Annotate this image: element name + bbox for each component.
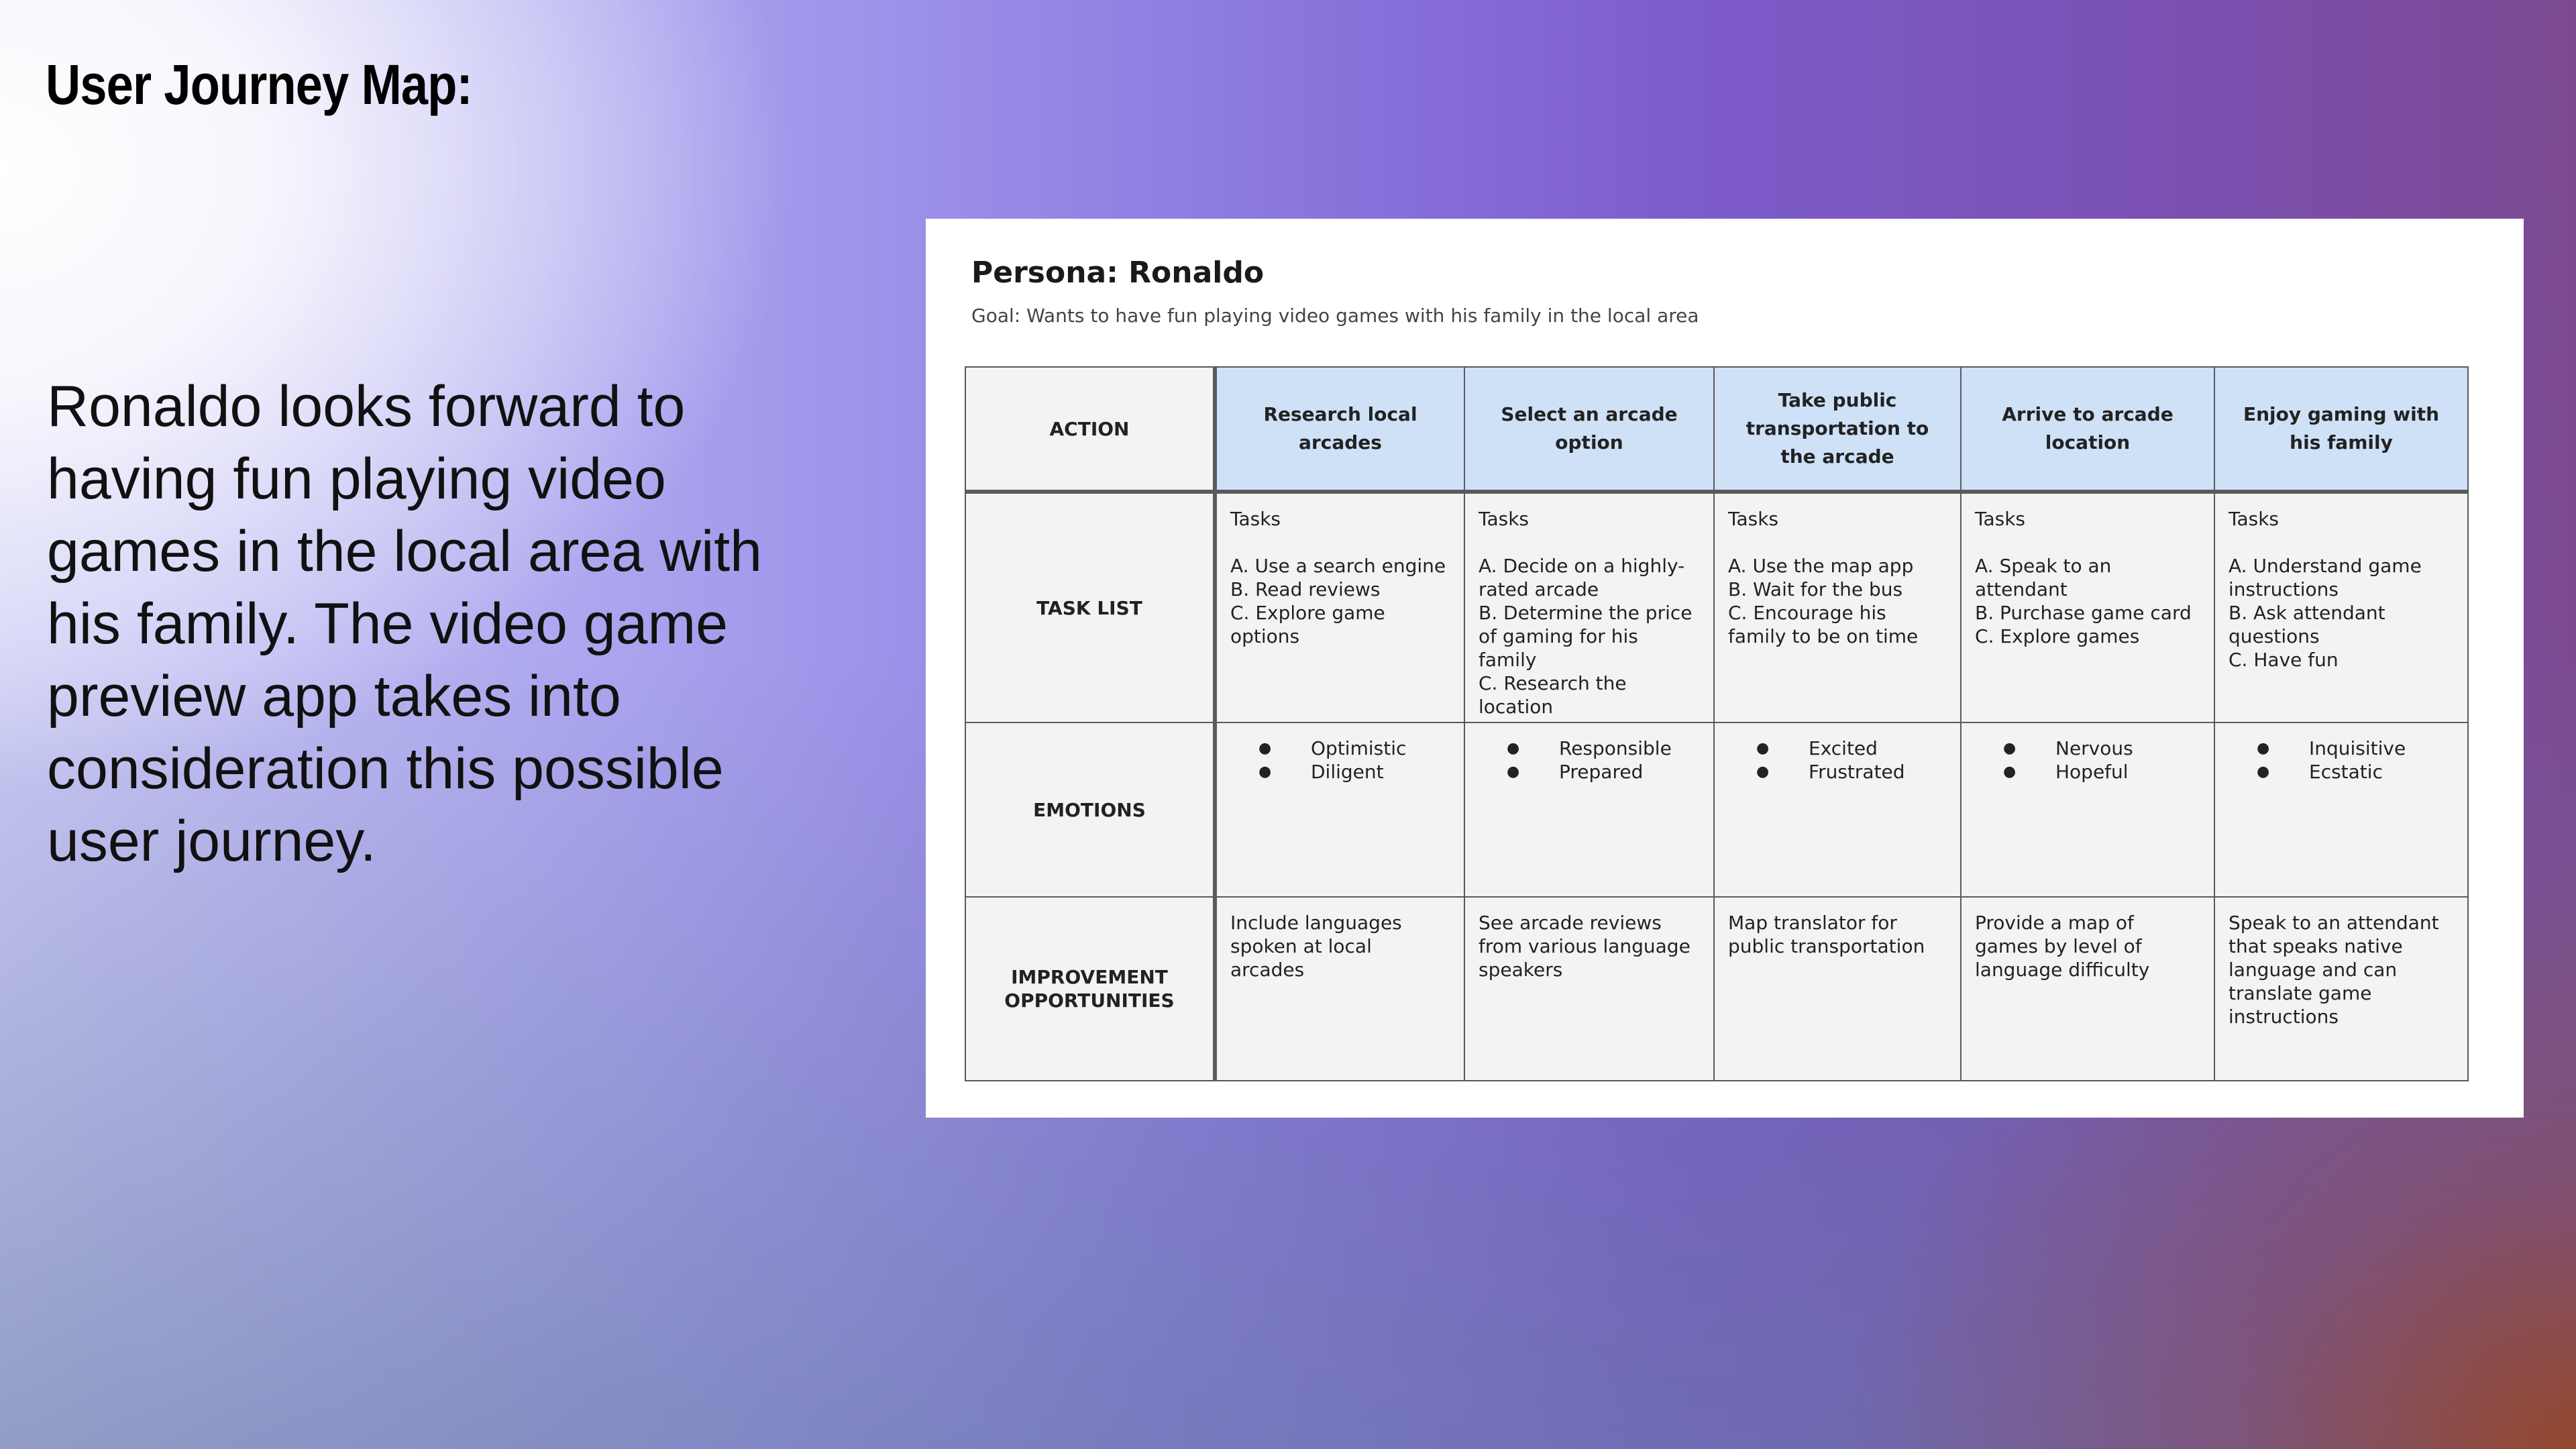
task-cell xyxy=(2214,492,2468,722)
improvement-cell: Provide a map of games by level of language difficulty xyxy=(1961,897,2214,1081)
row-label-improvement: IMPROVEMENT OPPORTUNITIES xyxy=(965,897,1215,1081)
improvement-row xyxy=(965,897,2468,1081)
tasks-label: Tasks xyxy=(1728,508,1779,530)
improvement-cell: Include languages spoken at local arcades xyxy=(1215,897,1464,1081)
task-cell xyxy=(1714,492,1961,722)
emotion-item: ● Inquisitive xyxy=(2229,737,2454,760)
action-header: Arrive to arcade location xyxy=(1961,367,2214,492)
emotion-item: ● Frustrated xyxy=(1728,760,1947,784)
action-header: Take public transportation to the arcade xyxy=(1714,367,1961,492)
action-header: Research local arcades xyxy=(1215,367,1464,492)
tasks-label: Tasks xyxy=(1479,508,1529,530)
task-item: C. Research the location xyxy=(1479,672,1627,718)
persona-title: Persona: Ronaldo xyxy=(971,256,1265,290)
task-item: A. Use the map app xyxy=(1728,555,1914,577)
task-item: C. Have fun xyxy=(2229,649,2339,671)
task-item: B. Purchase game card xyxy=(1975,602,2192,624)
task-item: C. Encourage his family to be on time xyxy=(1728,602,1919,647)
task-cell xyxy=(1961,492,2214,722)
task-item: B. Ask attendant questions xyxy=(2229,602,2385,647)
task-item: B. Wait for the bus xyxy=(1728,578,1903,600)
emotion-cell xyxy=(2214,722,2468,897)
task-item: B. Read reviews xyxy=(1230,578,1381,600)
task-item: A. Speak to an attendant xyxy=(1975,555,2112,600)
action-header: Select an arcade option xyxy=(1464,367,1714,492)
task-cell xyxy=(1464,492,1714,722)
emotion-item: ● Optimistic xyxy=(1230,737,1450,760)
emotion-item: ● Responsible xyxy=(1479,737,1700,760)
row-label-task-list: TASK LIST xyxy=(965,492,1215,722)
task-item: C. Explore game options xyxy=(1230,602,1385,647)
emotion-item: ● Excited xyxy=(1728,737,1947,760)
action-header: Enjoy gaming with his family xyxy=(2214,367,2468,492)
slide-body-text: Ronaldo looks forward to having fun playing video games in the local area with his family. The video game preview app takes into consideration this possible user journey. xyxy=(47,374,763,873)
task-item: A. Decide on a highly-rated arcade xyxy=(1479,555,1685,600)
persona-goal: Goal: Wants to have fun playing video games with his family in the local area xyxy=(971,305,1699,327)
tasks-label: Tasks xyxy=(1230,508,1281,530)
improvement-cell: Speak to an attendant that speaks native language and can translate game instructions xyxy=(2214,897,2468,1081)
tasks-label: Tasks xyxy=(1975,508,2026,530)
emotions-row xyxy=(965,722,2468,897)
emotion-cell xyxy=(1464,722,1714,897)
emotion-item: ● Hopeful xyxy=(1975,760,2200,784)
task-list-row xyxy=(965,492,2468,722)
task-item: C. Explore games xyxy=(1975,625,2140,647)
task-item: A. Understand game instructions xyxy=(2229,555,2422,600)
task-cell xyxy=(1215,492,1464,722)
action-row xyxy=(965,367,2468,492)
task-item: A. Use a search engine xyxy=(1230,555,1446,577)
improvement-cell: Map translator for public transportation xyxy=(1714,897,1961,1081)
journey-map-panel xyxy=(926,219,2524,1118)
task-item: B. Determine the price of gaming for his family xyxy=(1479,602,1693,671)
emotion-item: ● Prepared xyxy=(1479,760,1700,784)
emotion-cell xyxy=(1961,722,2214,897)
emotion-cell xyxy=(1714,722,1961,897)
emotion-cell xyxy=(1215,722,1464,897)
row-label-action: ACTION xyxy=(965,367,1215,492)
emotion-item: ● Nervous xyxy=(1975,737,2200,760)
emotion-item: ● Diligent xyxy=(1230,760,1450,784)
slide-title: User Journey Map: xyxy=(46,53,472,116)
tasks-label: Tasks xyxy=(2229,508,2279,530)
row-label-emotions: EMOTIONS xyxy=(965,722,1215,897)
journey-map-table xyxy=(965,366,2469,1081)
emotion-item: ● Ecstatic xyxy=(2229,760,2454,784)
improvement-cell: See arcade reviews from various language speakers xyxy=(1464,897,1714,1081)
